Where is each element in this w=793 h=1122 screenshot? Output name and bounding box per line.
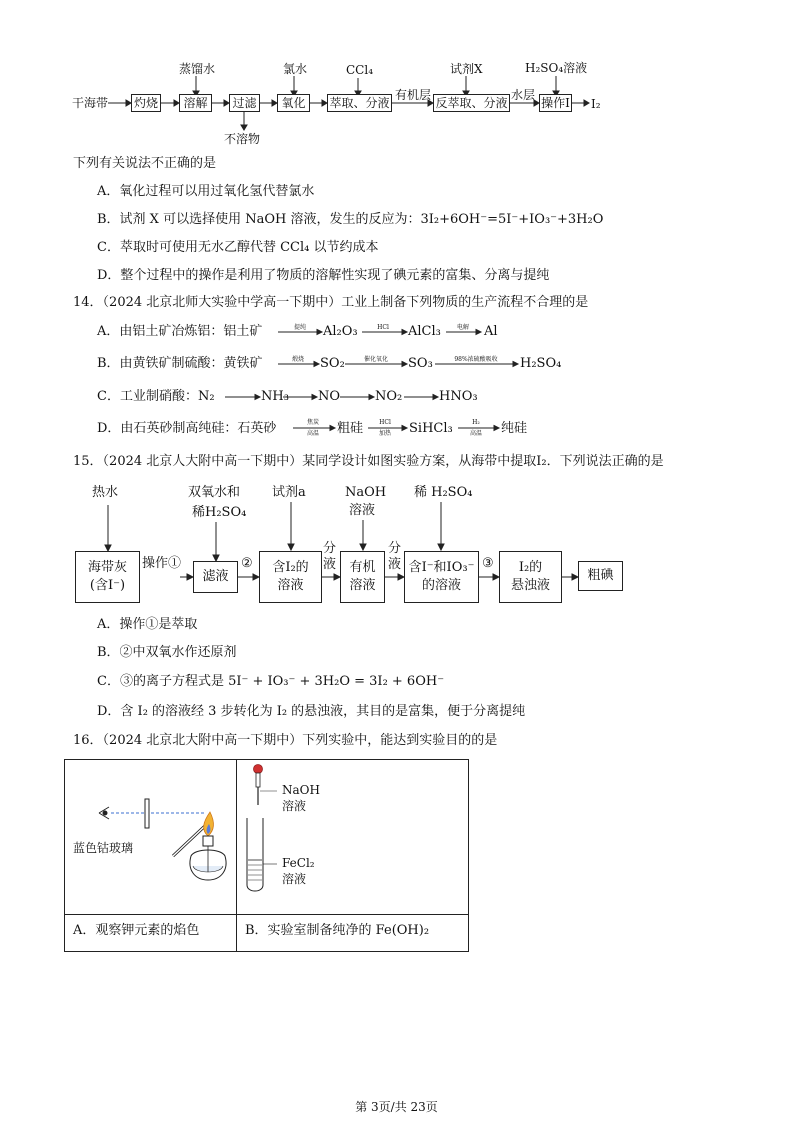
q14-option-a-prefix: A．由铝土矿冶炼铝：铝土矿: [97, 324, 263, 339]
q15-step-sep2-b: 液: [388, 557, 402, 572]
q16-naoh-label-line2: 溶液: [282, 799, 307, 813]
q15-step-sep1-b: 液: [323, 557, 337, 572]
q14-d-arrow2-bottom: 加热: [378, 430, 391, 437]
q14-d-arrow3-bottom: 高温: [469, 430, 482, 437]
q15-box-crude-iodine-label: 粗碘: [587, 568, 614, 583]
q15-box-organic-line2: 溶液: [349, 578, 376, 593]
q16-table-hdivider: [65, 914, 468, 915]
q15-box-organic: [340, 551, 385, 603]
q15-step-sep1-a: 分: [323, 541, 337, 556]
flow1-input-water: 蒸馏水: [179, 62, 216, 76]
q14-option-c-prefix: C．工业制硝酸：N₂: [97, 389, 215, 404]
q14-a-arrow2-label: HCl: [377, 324, 389, 331]
flow1-box-burn: 灼烧: [131, 94, 161, 112]
q13-option-d: D．整个过程中的操作是利用了物质的溶解性实现了碘元素的富集、分离与提纯: [97, 268, 550, 283]
q16-caption-b: B．实验室制备纯净的 Fe(OH)₂: [245, 923, 430, 938]
q13-option-b: B．试剂 X 可以选择使用 NaOH 溶液，发生的反应为：3I₂+6OH⁻=5I⁻+IO₃⁻+3H₂O: [97, 212, 604, 227]
q15-box-i-io3-line1: 含I⁻和IO₃⁻: [408, 560, 475, 575]
q15-option-d: D．含 I₂ 的溶液经 3 步转化为 I₂ 的悬浊液，其目的是富集，便于分离提纯: [97, 704, 526, 719]
q15-step-3: ③: [482, 556, 494, 571]
q15-box-suspension: [499, 551, 562, 603]
q16-caption-a: A．观察钾元素的焰色: [73, 923, 200, 938]
q14-d-m3: 纯硅: [501, 421, 528, 436]
flow1-byproduct: 不溶物: [224, 132, 261, 146]
q14-a-m3: Al: [484, 324, 498, 339]
q14-c-m3: NO₂: [375, 389, 403, 404]
q15-box-i2-solution-line2: 溶液: [277, 578, 304, 593]
q15-box-suspension-line1: I₂的: [518, 560, 543, 575]
q14-c-m4: HNO₃: [439, 389, 478, 404]
flow1-box-dissolve: 溶解: [179, 94, 212, 112]
flame-test-apparatus: [65, 760, 235, 910]
q15-option-b: B．②中双氧水作还原剂: [97, 645, 237, 660]
dropper-bulb-icon: [254, 765, 263, 774]
q16-fecl2-label-line1: FeCl₂: [282, 856, 315, 870]
flow1-box-extract: 萃取、分液: [327, 94, 392, 112]
q14-d-arrow1-top: 焦炭: [306, 419, 319, 426]
q15-reagent-hot-water: 热水: [92, 485, 119, 500]
q15-reagent-h2o2-line1: 双氧水和: [188, 485, 241, 500]
q15-reagent-naoh-line2: 溶液: [349, 503, 376, 518]
q16-cobalt-glass-label: 蓝色钴玻璃: [73, 841, 134, 855]
q14-b-arrow1-label: 煅烧: [291, 356, 304, 363]
q14-stem: 14．（2024 北京北师大实验中学高一下期中）工业上制备下列物质的生产流程不合理的是: [73, 295, 589, 310]
flow1-box-operation: 操作Ⅰ: [539, 94, 572, 112]
q14-a-arrow3-label: 电解: [456, 324, 469, 331]
q15-step-op1: 操作①: [142, 556, 182, 571]
q15-box-organic-line1: 有机: [349, 560, 376, 575]
flow1-label-organic: 有机层: [395, 88, 432, 102]
flow1-input-ccl4: CCl₄: [346, 63, 374, 77]
q15-option-c: C．③的离子方程式是 5I⁻ + IO₃⁻ + 3H₂O = 3I₂ + 6OH⁻: [97, 674, 445, 689]
q14-d-arrow2-top: HCl: [379, 419, 391, 426]
flow1-box-filter: 过滤: [229, 94, 260, 112]
q15-box-i-io3: [404, 551, 479, 603]
page-footer: 第 3页/共 23页: [355, 1100, 438, 1114]
q16-stem: 16．（2024 北京北大附中高一下期中）下列实验中，能达到实验目的的是: [73, 733, 498, 748]
q13-stem: 下列有关说法不正确的是: [73, 156, 217, 171]
q14-c-m1: NH₃: [261, 389, 289, 404]
q14-b-arrow2-label: 催化氧化: [363, 356, 388, 363]
q13-option-a: A．氧化过程可以用过氧化氢代替氯水: [97, 184, 315, 199]
q15-box-kelp-ash-line2: (含I⁻): [89, 578, 126, 593]
flow1-start: 干海带: [72, 96, 109, 110]
flow1-input-reagent-x: 试剂X: [450, 62, 483, 76]
q14-a-arrow1-label: 提纯: [293, 324, 306, 331]
q16-naoh-label-line1: NaOH: [282, 783, 320, 797]
q14-b-m2: SO₃: [408, 356, 433, 371]
q15-box-filtrate: [193, 561, 238, 593]
eye-icon: [99, 807, 109, 819]
q15-stem: 15．（2024 北京人大附中高一下期中）某同学设计如图实验方案，从海带中提取I₂．下列说法正确的是: [73, 454, 664, 469]
q14-option-b-prefix: B．由黄铁矿制硫酸：黄铁矿: [97, 356, 263, 371]
q15-option-a: A．操作①是萃取: [97, 617, 198, 632]
flow1-label-aqueous: 水层: [511, 88, 536, 102]
q15-reagent-h2o2-line2: 稀H₂SO₄: [192, 505, 247, 520]
q15-box-i2-solution-line1: 含I₂的: [272, 560, 309, 575]
q15-step-sep2-a: 分: [388, 541, 402, 556]
q14-d-arrow3-top: H₂: [472, 419, 480, 426]
q14-option-d-prefix: D．由石英砂制高纯硅：石英砂: [97, 421, 277, 436]
q15-box-i2-solution: [259, 551, 322, 603]
flow1-box-back-extract: 反萃取、分液: [433, 94, 510, 112]
q14-a-m2: AlCl₃: [408, 324, 441, 339]
q14-d-arrow1-bottom: 高温: [306, 430, 319, 437]
q15-box-kelp-ash-line1: 海带灰: [87, 560, 127, 575]
q16-fecl2-label-line2: 溶液: [282, 872, 307, 886]
flow1-input-h2so4: H₂SO₄溶液: [525, 61, 588, 75]
q15-reagent-naoh-line1: NaOH: [345, 485, 387, 500]
q13-option-c: C．萃取时可使用无水乙醇代替 CCl₄ 以节约成本: [97, 240, 379, 255]
q14-a-m1: Al₂O₃: [323, 324, 358, 339]
q14-d-m1: 粗硅: [337, 421, 364, 436]
q14-b-m1: SO₂: [320, 356, 345, 371]
q15-box-suspension-line2: 悬浊液: [510, 578, 550, 593]
q15-box-filtrate-label: 滤液: [202, 569, 229, 584]
q15-step-2: ②: [241, 556, 253, 571]
q14-c-m2: NO: [318, 389, 341, 404]
flow1-end: I₂: [591, 97, 601, 111]
flow1-arrows: [0, 0, 793, 160]
q15-box-i-io3-line2: 的溶液: [421, 578, 461, 593]
q15-box-crude-iodine: [578, 561, 623, 591]
q16-table: [64, 759, 469, 952]
q15-box-kelp-ash: [75, 551, 140, 603]
cobalt-glass: [145, 799, 149, 828]
q14-b-arrow3-label: 98%浓硫酸吸收: [454, 356, 498, 363]
q15-reagent-a: 试剂a: [272, 485, 306, 500]
q14-d-m2: SiHCl₃: [409, 421, 453, 436]
flow1-box-oxidize: 氧化: [277, 94, 310, 112]
q15-reagent-dilute-h2so4: 稀 H₂SO₄: [414, 485, 473, 500]
flow1-input-chlorine: 氯水: [283, 62, 308, 76]
q14-b-m3: H₂SO₄: [520, 356, 562, 371]
